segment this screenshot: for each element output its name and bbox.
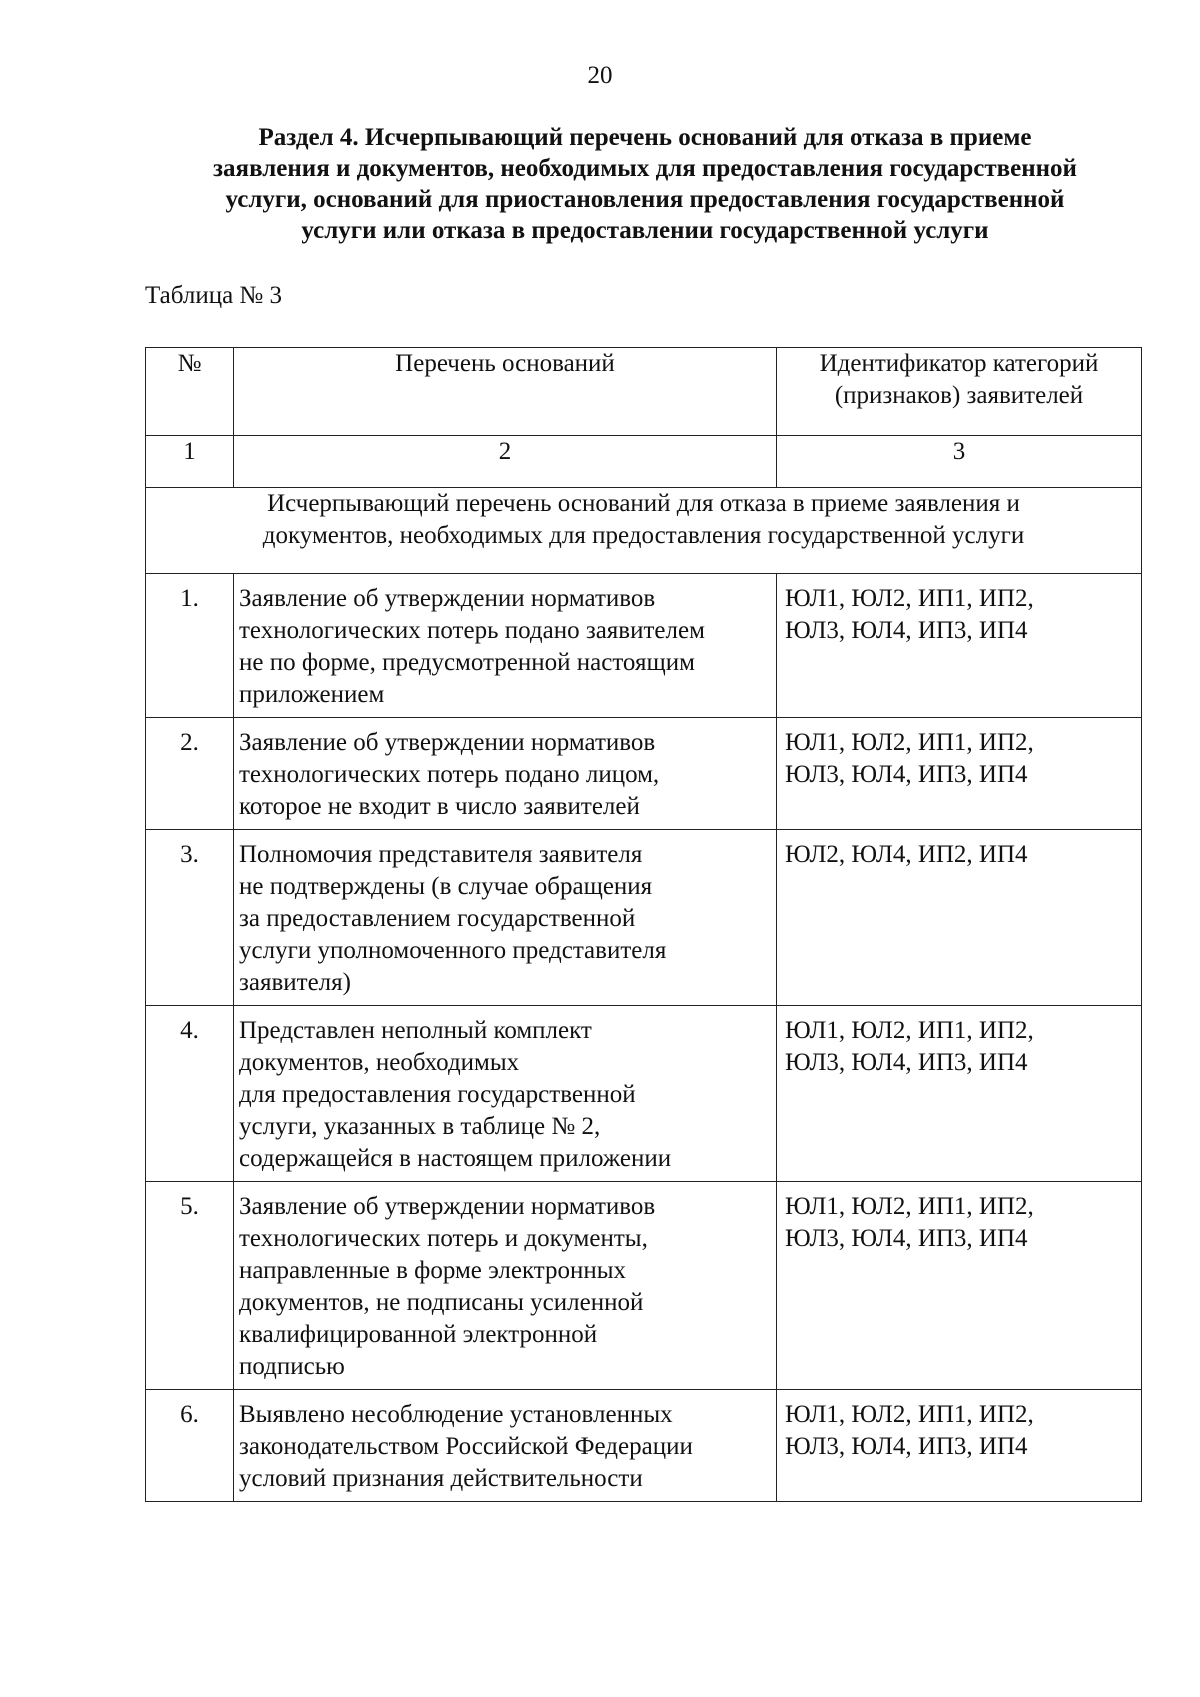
text-line: Выявлено несоблюдение установленных [239, 1401, 673, 1428]
id-line: ЮЛ3, ЮЛ4, ИП3, ИП4 [785, 1433, 1028, 1460]
column-number: 2 [234, 436, 777, 488]
row-number: 1. [146, 574, 234, 718]
id-line: ЮЛ1, ЮЛ2, ИП1, ИП2, [785, 1193, 1034, 1220]
group-heading-row [146, 488, 1142, 574]
text-line: заявителя) [239, 969, 351, 996]
row-number: 4. [146, 1006, 234, 1182]
header-grounds: Перечень оснований [234, 348, 777, 436]
table-row [146, 718, 1142, 830]
text-line: которое не входит в число заявителей [239, 793, 640, 820]
text-line: квалифицированной электронной [239, 1321, 598, 1348]
column-numbers-row [146, 436, 1142, 488]
table-header-row [146, 348, 1142, 436]
id-line: ЮЛ3, ЮЛ4, ИП3, ИП4 [785, 1049, 1028, 1076]
text-line: содержащейся в настоящем приложении [239, 1145, 672, 1172]
text-line: услуги уполномоченного представителя [239, 937, 667, 964]
table-row [146, 1182, 1142, 1390]
row-grounds-text [234, 718, 777, 830]
row-identifiers [777, 574, 1142, 718]
table-row [146, 1006, 1142, 1182]
grounds-table [145, 347, 1142, 1502]
id-line: ЮЛ1, ЮЛ2, ИП1, ИП2, [785, 585, 1034, 612]
row-identifiers [777, 830, 1142, 1006]
header-identifier [777, 348, 1142, 436]
id-line: ЮЛ1, ЮЛ2, ИП1, ИП2, [785, 1017, 1034, 1044]
text-line: технологических потерь и документы, [239, 1225, 648, 1252]
section-title-line: услуги, оснований для приостановления предоставления государственной [225, 186, 1065, 213]
text-line: не подтверждены (в случае обращения [239, 873, 653, 900]
text-line: не по форме, предусмотренной настоящим [239, 649, 695, 676]
text-line: документов, необходимых [239, 1049, 520, 1076]
text-line: Заявление об утверждении нормативов [239, 729, 656, 756]
text-line: Заявление об утверждении нормативов [239, 1193, 656, 1220]
row-number: 5. [146, 1182, 234, 1390]
text-line: подписью [239, 1353, 345, 1380]
group-heading [146, 488, 1142, 574]
text-line: за предоставлением государственной [239, 905, 636, 932]
text-line: условий признания действительности [239, 1465, 643, 1492]
row-grounds-text [234, 1006, 777, 1182]
table-row [146, 830, 1142, 1006]
row-number: 2. [146, 718, 234, 830]
header-identifier-line: (признаков) заявителей [834, 382, 1084, 409]
row-identifiers [777, 1182, 1142, 1390]
text-line: Полномочия представителя заявителя [239, 841, 643, 868]
text-line: приложением [239, 681, 385, 708]
group-heading-line: документов, необходимых для предоставления государственной услуги [262, 522, 1025, 549]
text-line: технологических потерь подано заявителем [239, 617, 705, 644]
row-grounds-text [234, 1182, 777, 1390]
row-identifiers [777, 1006, 1142, 1182]
group-heading-line: Исчерпывающий перечень оснований для отказа в приеме заявления и [267, 490, 1020, 517]
row-identifiers [777, 1390, 1142, 1502]
text-line: Представлен неполный комплект [239, 1017, 592, 1044]
row-number: 3. [146, 830, 234, 1006]
section-title-line: Раздел 4. Исчерпывающий перечень оснований для отказа в приеме [258, 124, 1032, 151]
id-line: ЮЛ1, ЮЛ2, ИП1, ИП2, [785, 729, 1034, 756]
row-number: 6. [146, 1390, 234, 1502]
id-line: ЮЛ2, ЮЛ4, ИП2, ИП4 [785, 841, 1028, 868]
text-line: для предоставления государственной [239, 1081, 636, 1108]
table-row [146, 574, 1142, 718]
id-line: ЮЛ3, ЮЛ4, ИП3, ИП4 [785, 1225, 1028, 1252]
id-line: ЮЛ3, ЮЛ4, ИП3, ИП4 [785, 617, 1028, 644]
text-line: документов, не подписаны усиленной [239, 1289, 644, 1316]
text-line: услуги, указанных в таблице № 2, [239, 1113, 601, 1140]
column-number: 1 [146, 436, 234, 488]
header-identifier-line: Идентификатор категорий [819, 350, 1099, 377]
section-title [145, 122, 1145, 246]
table-row [146, 1390, 1142, 1502]
text-line: Заявление об утверждении нормативов [239, 585, 656, 612]
id-line: ЮЛ3, ЮЛ4, ИП3, ИП4 [785, 761, 1028, 788]
row-grounds-text [234, 1390, 777, 1502]
header-num: № [146, 348, 234, 436]
section-title-line: заявления и документов, необходимых для предоставления государственной [213, 155, 1077, 182]
row-grounds-text [234, 830, 777, 1006]
table-label: Таблица № 3 [145, 282, 283, 309]
page-number: 20 [587, 62, 613, 89]
column-number: 3 [777, 436, 1142, 488]
text-line: технологических потерь подано лицом, [239, 761, 660, 788]
id-line: ЮЛ1, ЮЛ2, ИП1, ИП2, [785, 1401, 1034, 1428]
text-line: направленные в форме электронных [239, 1257, 627, 1284]
section-title-line: услуги или отказа в предоставлении государственной услуги [301, 217, 989, 244]
row-identifiers [777, 718, 1142, 830]
row-grounds-text [234, 574, 777, 718]
text-line: законодательством Российской Федерации [239, 1433, 693, 1460]
